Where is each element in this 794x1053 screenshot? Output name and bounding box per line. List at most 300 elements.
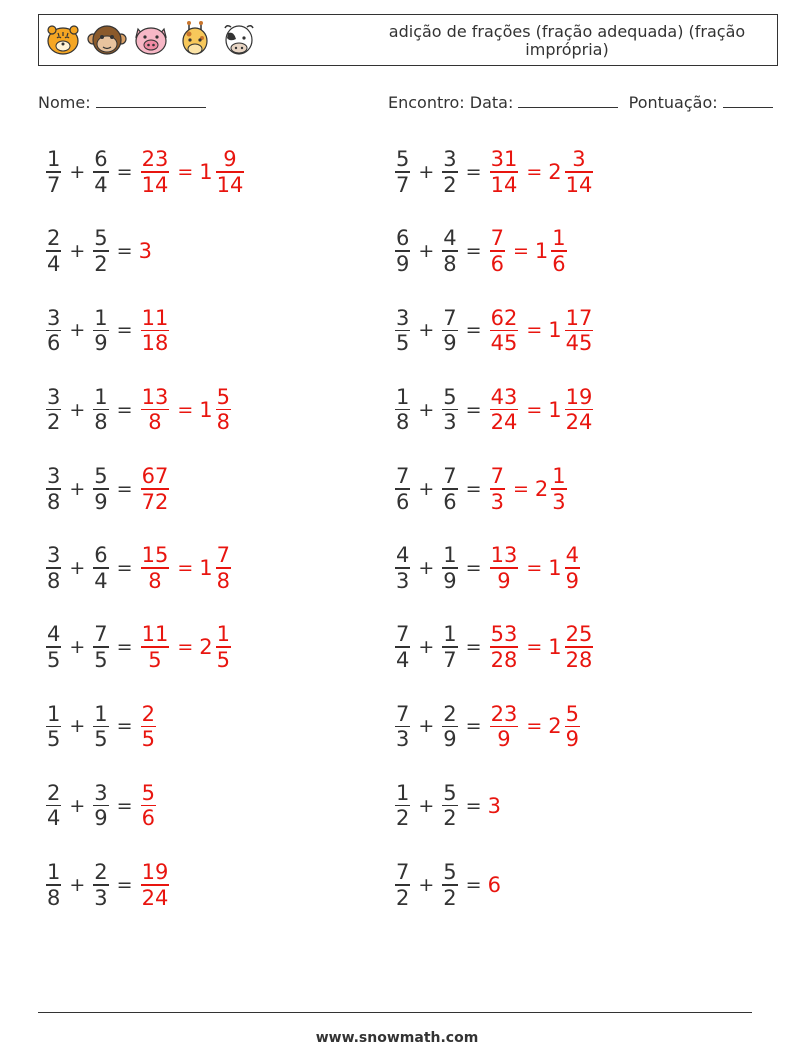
problem-row (44, 221, 152, 281)
problem-row (393, 776, 501, 836)
denominator: 9 (94, 489, 108, 514)
plus-sign: + (69, 240, 86, 263)
fraction (93, 702, 108, 752)
fraction (46, 702, 61, 752)
numerator: 9 (223, 147, 237, 172)
denominator: 3 (396, 568, 410, 593)
numerator: 6 (396, 226, 410, 251)
fraction (93, 860, 108, 910)
denominator: 6 (47, 331, 61, 356)
denominator: 6 (141, 806, 155, 831)
numerator: 1 (216, 622, 230, 647)
numerator: 1 (443, 622, 457, 647)
denominator: 9 (497, 727, 511, 752)
denominator: 9 (497, 568, 511, 593)
denominator: 5 (47, 647, 61, 672)
fraction (490, 543, 519, 593)
problem-row (393, 855, 501, 915)
denominator: 9 (443, 568, 457, 593)
mixed-whole: 2 (534, 476, 549, 501)
fraction (490, 464, 505, 514)
plus-sign: + (418, 240, 435, 263)
pig-icon (131, 19, 171, 61)
numerator: 3 (47, 464, 61, 489)
numerator: 3 (572, 147, 586, 172)
fraction (551, 464, 566, 514)
numerator: 19 (565, 384, 593, 409)
equals-sign: = (116, 715, 133, 738)
denominator: 5 (94, 727, 108, 752)
numerator: 23 (141, 147, 169, 172)
fraction (565, 306, 594, 356)
plus-sign: + (69, 161, 86, 183)
numerator: 5 (141, 780, 155, 805)
mixed-whole: 1 (534, 239, 549, 264)
numerator: 17 (565, 305, 593, 330)
equals-sign: = (116, 794, 133, 817)
fraction (490, 306, 519, 356)
fraction (442, 385, 457, 435)
fraction (93, 226, 108, 276)
equals-sign: = (512, 477, 529, 500)
fraction (46, 226, 61, 276)
numerator: 1 (94, 701, 108, 726)
denominator: 6 (396, 489, 410, 514)
fraction (46, 147, 61, 197)
numerator: 15 (141, 543, 169, 568)
equals-sign: = (177, 161, 194, 183)
equals-sign: = (465, 715, 482, 738)
equals-sign: = (116, 319, 133, 342)
fraction (565, 385, 594, 435)
problem-row (44, 142, 246, 202)
numerator: 25 (565, 622, 593, 647)
worksheet-header (38, 14, 778, 66)
numerator: 11 (141, 622, 169, 647)
numerator: 2 (47, 226, 61, 251)
score-label: Pontuação: (628, 93, 718, 112)
fraction (565, 147, 594, 197)
problem-row (393, 696, 582, 756)
fraction (490, 385, 519, 435)
fraction (442, 781, 457, 831)
plus-sign: + (418, 398, 435, 421)
denominator: 4 (47, 806, 61, 831)
answer-whole: 3 (487, 793, 501, 818)
numerator: 1 (552, 464, 566, 489)
denominator: 28 (490, 647, 518, 672)
fraction (141, 385, 170, 435)
fraction (442, 622, 457, 672)
fraction (395, 226, 410, 276)
fraction (395, 147, 410, 197)
denominator: 5 (216, 647, 230, 672)
numerator: 1 (47, 147, 61, 172)
numerator: 31 (490, 147, 518, 172)
fraction (395, 860, 410, 910)
numerator: 67 (141, 464, 169, 489)
fraction (93, 147, 108, 197)
numerator: 62 (490, 305, 518, 330)
plus-sign: + (69, 715, 86, 738)
plus-sign: + (418, 715, 435, 738)
animal-icons (43, 19, 259, 61)
numerator: 7 (94, 622, 108, 647)
denominator: 9 (565, 568, 579, 593)
denominator: 9 (443, 331, 457, 356)
denominator: 24 (565, 410, 593, 435)
plus-sign: + (418, 636, 435, 659)
fraction (216, 385, 231, 435)
denominator: 45 (565, 331, 593, 356)
equals-sign: = (465, 557, 482, 579)
numerator: 4 (443, 226, 457, 251)
equals-sign: = (177, 557, 194, 579)
fraction (442, 147, 457, 197)
denominator: 8 (396, 410, 410, 435)
equals-sign: = (116, 873, 133, 896)
plus-sign: + (418, 319, 435, 342)
denominator: 14 (216, 172, 244, 197)
denominator: 9 (94, 806, 108, 831)
equals-sign: = (116, 557, 133, 579)
numerator: 5 (94, 464, 108, 489)
fraction (395, 464, 410, 514)
numerator: 1 (94, 384, 108, 409)
denominator: 7 (443, 647, 457, 672)
problem-row (44, 380, 233, 440)
plus-sign: + (69, 477, 86, 500)
numerator: 1 (47, 860, 61, 885)
denominator: 4 (94, 172, 108, 197)
fraction (395, 781, 410, 831)
fraction (395, 306, 410, 356)
numerator: 1 (94, 305, 108, 330)
mixed-whole: 1 (548, 397, 562, 422)
numerator: 1 (396, 384, 410, 409)
denominator: 4 (396, 647, 410, 672)
denominator: 3 (94, 885, 108, 910)
name-field (38, 93, 206, 112)
denominator: 6 (443, 489, 457, 514)
numerator: 7 (396, 464, 410, 489)
answer-whole: 6 (487, 872, 501, 897)
denominator: 8 (443, 251, 457, 276)
equals-sign: = (465, 161, 482, 183)
numerator: 7 (396, 701, 410, 726)
footer-url: www.snowmath.com (315, 1030, 479, 1046)
equals-sign: = (116, 636, 133, 659)
problem-row (393, 538, 582, 598)
denominator: 2 (94, 251, 108, 276)
fraction (141, 860, 170, 910)
fraction (141, 543, 170, 593)
fraction (141, 702, 156, 752)
denominator: 9 (565, 727, 579, 752)
numerator: 13 (141, 384, 169, 409)
denominator: 72 (141, 489, 169, 514)
denominator: 5 (148, 647, 162, 672)
denominator: 8 (47, 568, 61, 593)
denominator: 8 (216, 410, 230, 435)
plus-sign: + (418, 873, 435, 896)
denominator: 28 (565, 647, 593, 672)
fraction (442, 226, 457, 276)
fraction (141, 622, 170, 672)
fraction (93, 464, 108, 514)
denominator: 9 (94, 331, 108, 356)
denominator: 5 (94, 647, 108, 672)
fraction (216, 622, 231, 672)
fraction (490, 622, 519, 672)
denominator: 5 (47, 727, 61, 752)
equals-sign: = (116, 240, 133, 263)
fraction (46, 543, 61, 593)
fraction (216, 147, 245, 197)
equals-sign: = (465, 240, 482, 263)
fraction (141, 147, 170, 197)
fraction (565, 702, 580, 752)
equals-sign: = (526, 715, 543, 738)
denominator: 8 (47, 489, 61, 514)
plus-sign: + (69, 794, 86, 817)
numerator: 7 (443, 464, 457, 489)
score-blank (723, 93, 773, 108)
fraction (46, 622, 61, 672)
problem-row (44, 617, 233, 677)
fraction (490, 702, 519, 752)
problem-row (44, 459, 171, 519)
numerator: 5 (396, 147, 410, 172)
equals-sign: = (465, 873, 482, 896)
fraction (442, 543, 457, 593)
fraction (93, 385, 108, 435)
numerator: 23 (490, 701, 518, 726)
fraction (565, 543, 580, 593)
denominator: 3 (490, 489, 504, 514)
numerator: 5 (443, 780, 457, 805)
numerator: 7 (443, 305, 457, 330)
fraction (442, 860, 457, 910)
problem-row (44, 696, 158, 756)
denominator: 8 (148, 410, 162, 435)
footer-divider (38, 1012, 752, 1013)
numerator: 11 (141, 305, 169, 330)
mixed-whole: 2 (548, 714, 562, 739)
equals-sign: = (116, 477, 133, 500)
numerator: 13 (490, 543, 518, 568)
numerator: 7 (490, 464, 504, 489)
equals-sign: = (526, 398, 543, 421)
denominator: 2 (47, 410, 61, 435)
fraction (395, 385, 410, 435)
numerator: 43 (490, 384, 518, 409)
problem-row (393, 300, 595, 360)
fraction (93, 781, 108, 831)
fraction (395, 622, 410, 672)
plus-sign: + (418, 557, 435, 579)
numerator: 7 (216, 543, 230, 568)
numerator: 1 (47, 701, 61, 726)
numerator: 7 (490, 226, 504, 251)
plus-sign: + (69, 636, 86, 659)
denominator: 2 (396, 806, 410, 831)
mixed-whole: 1 (548, 318, 562, 343)
fraction (442, 306, 457, 356)
numerator: 2 (141, 701, 155, 726)
numerator: 1 (443, 543, 457, 568)
problem-row (44, 776, 158, 836)
fraction (565, 622, 594, 672)
fraction (46, 306, 61, 356)
numerator: 7 (396, 622, 410, 647)
fraction (216, 543, 231, 593)
denominator: 14 (141, 172, 169, 197)
fraction (46, 385, 61, 435)
fraction (46, 860, 61, 910)
monkey-icon (87, 19, 127, 61)
mixed-whole: 2 (199, 635, 213, 660)
numerator: 7 (396, 860, 410, 885)
denominator: 4 (94, 568, 108, 593)
name-label: Nome: (38, 93, 91, 112)
denominator: 2 (396, 885, 410, 910)
denominator: 2 (443, 885, 457, 910)
numerator: 3 (47, 305, 61, 330)
tiger-icon (43, 19, 83, 61)
giraffe-icon (175, 19, 215, 61)
denominator: 4 (47, 251, 61, 276)
denominator: 3 (552, 489, 566, 514)
equals-sign: = (177, 398, 194, 421)
problem-row (44, 538, 233, 598)
fraction (46, 464, 61, 514)
fraction (442, 464, 457, 514)
denominator: 9 (443, 727, 457, 752)
fraction (93, 622, 108, 672)
equals-sign: = (465, 398, 482, 421)
denominator: 3 (443, 410, 457, 435)
problem-row (44, 855, 171, 915)
numerator: 1 (396, 780, 410, 805)
problem-row (393, 380, 595, 440)
numerator: 2 (443, 701, 457, 726)
equals-sign: = (526, 161, 543, 183)
fraction (442, 702, 457, 752)
denominator: 14 (490, 172, 518, 197)
date-blank (518, 93, 618, 108)
denominator: 6 (490, 251, 504, 276)
numerator: 3 (396, 305, 410, 330)
numerator: 4 (396, 543, 410, 568)
fraction (93, 306, 108, 356)
denominator: 2 (443, 172, 457, 197)
fraction (46, 781, 61, 831)
denominator: 45 (490, 331, 518, 356)
plus-sign: + (69, 873, 86, 896)
fraction (395, 543, 410, 593)
numerator: 3 (47, 384, 61, 409)
denominator: 24 (141, 885, 169, 910)
equals-sign: = (526, 319, 543, 342)
equals-sign: = (526, 636, 543, 659)
fraction (490, 226, 505, 276)
equals-sign: = (116, 398, 133, 421)
denominator: 7 (396, 172, 410, 197)
fraction (141, 781, 156, 831)
answer-whole: 3 (138, 239, 152, 264)
fraction (141, 306, 170, 356)
numerator: 4 (565, 543, 579, 568)
cow-icon (219, 19, 259, 61)
denominator: 24 (490, 410, 518, 435)
numerator: 6 (94, 147, 108, 172)
denominator: 7 (47, 172, 61, 197)
equals-sign: = (116, 161, 133, 183)
fraction (490, 147, 519, 197)
mixed-whole: 2 (548, 160, 562, 184)
mixed-whole: 1 (548, 635, 562, 660)
mixed-whole: 1 (199, 160, 213, 184)
problem-row (393, 617, 595, 677)
plus-sign: + (418, 794, 435, 817)
numerator: 53 (490, 622, 518, 647)
equals-sign: = (465, 794, 482, 817)
numerator: 5 (565, 701, 579, 726)
equals-sign: = (465, 477, 482, 500)
problem-row (393, 221, 569, 281)
denominator: 18 (141, 331, 169, 356)
equals-sign: = (526, 557, 543, 579)
denominator: 8 (216, 568, 230, 593)
meeting-field (388, 93, 773, 112)
denominator: 9 (396, 251, 410, 276)
denominator: 5 (396, 331, 410, 356)
numerator: 2 (47, 780, 61, 805)
plus-sign: + (418, 161, 435, 183)
denominator: 2 (443, 806, 457, 831)
denominator: 5 (141, 727, 155, 752)
denominator: 3 (396, 727, 410, 752)
worksheet-title: adição de frações (fração adequada) (fração imprópria) (388, 22, 746, 59)
equals-sign: = (177, 636, 194, 659)
problem-row (393, 459, 569, 519)
name-blank (96, 93, 206, 108)
numerator: 3 (47, 543, 61, 568)
equals-sign: = (465, 636, 482, 659)
problem-row (44, 300, 171, 360)
mixed-whole: 1 (548, 556, 562, 580)
numerator: 3 (94, 780, 108, 805)
fraction (141, 464, 170, 514)
mixed-whole: 1 (199, 556, 213, 580)
numerator: 5 (216, 384, 230, 409)
numerator: 19 (141, 860, 169, 885)
fraction (551, 226, 566, 276)
numerator: 6 (94, 543, 108, 568)
plus-sign: + (418, 477, 435, 500)
plus-sign: + (69, 319, 86, 342)
numerator: 3 (443, 147, 457, 172)
fraction (395, 702, 410, 752)
numerator: 2 (94, 860, 108, 885)
equals-sign: = (465, 319, 482, 342)
meeting-label: Encontro: Data: (388, 93, 514, 112)
denominator: 8 (47, 885, 61, 910)
numerator: 5 (443, 384, 457, 409)
equals-sign: = (512, 240, 529, 263)
denominator: 6 (552, 251, 566, 276)
